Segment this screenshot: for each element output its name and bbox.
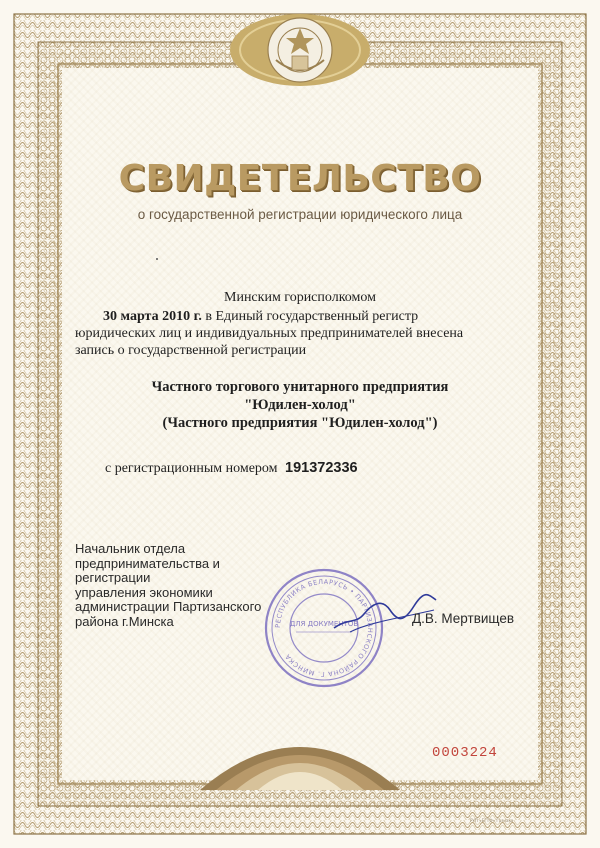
- org-full-name-line-2: "Юдилен-холод": [244, 397, 356, 413]
- state-emblem-icon: [228, 10, 372, 88]
- organization-name: [0, 378, 600, 432]
- org-full-name-line-1: Частного торгового унитарного предприятия: [151, 379, 449, 395]
- signer-title-line: управления экономики: [75, 584, 213, 600]
- signer-title-line: администрации Партизанского: [75, 599, 262, 614]
- ink-dot: [156, 258, 158, 260]
- stamp-inner-text: ДЛЯ ДОКУМЕНТОВ: [289, 620, 359, 628]
- record-text-1: в Единый государственный регистр: [201, 309, 419, 324]
- statement-line-1: [75, 308, 527, 325]
- statement-line-2: юридических лиц и индивидуальных предпринимателей внесена: [75, 326, 464, 341]
- statement-line-3: запись о государственной регистрации: [75, 343, 307, 358]
- registration-statement: [75, 308, 527, 359]
- printer-imprint: РУП «БГТФ» Гознака: [470, 818, 514, 823]
- signer-title-line: регистрации: [75, 570, 151, 585]
- signer-title-line: района г.Минска: [75, 613, 174, 629]
- signer-title-line: Начальник отдела: [75, 541, 186, 556]
- signer-title-line: предпринимательства и: [75, 555, 220, 571]
- document-subtitle: о государственной регистрации юридического лица: [137, 207, 463, 222]
- registering-authority: Минским горисполкомом: [224, 290, 376, 305]
- record-date: 30 марта 2010 г.: [103, 309, 202, 324]
- registration-number: 191372336: [285, 460, 358, 476]
- registration-number-line: [105, 460, 358, 477]
- guilloche-rosette-icon: [196, 712, 404, 790]
- serial-number: 0003224: [432, 745, 498, 761]
- org-short-name: (Частного предприятия "Юдилен-холод"): [162, 415, 438, 431]
- signer-name: Д.В. Мертвищев: [412, 611, 515, 626]
- registration-number-label: с регистрационным номером: [105, 461, 278, 476]
- document-title: СВИДЕТЕЛЬСТВО: [118, 158, 482, 199]
- stamp-ring-text: РЕСПУБЛИКА БЕЛАРУСЬ • ПАРТИЗАНСКОГО РАЙОНА Г. МИНСКА: [273, 577, 375, 679]
